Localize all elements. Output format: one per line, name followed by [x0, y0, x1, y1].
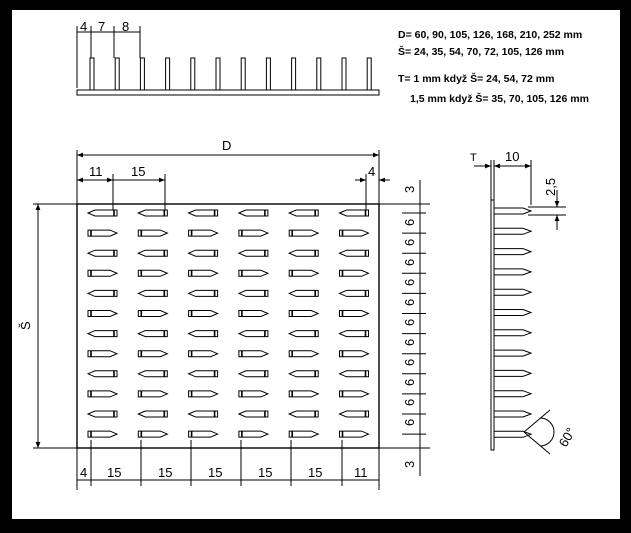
- top-view-teeth: [90, 58, 371, 90]
- nail-tooth: [138, 331, 167, 337]
- nail-tooth: [88, 250, 117, 256]
- nail-tooth: [189, 290, 218, 296]
- top-view-tooth: [115, 58, 119, 90]
- bottom-dim-4: 4: [80, 465, 88, 480]
- nail-tooth: [289, 290, 318, 296]
- nail-tooth: [138, 270, 167, 276]
- top-dim-8: 8: [122, 19, 130, 34]
- right-dim-6: 6: [402, 418, 417, 426]
- right-dim-6: 6: [402, 378, 417, 386]
- nail-tooth: [189, 351, 218, 357]
- nail-tooth: [289, 230, 318, 236]
- nail-tooth: [239, 230, 268, 236]
- nail-tooth: [189, 371, 218, 377]
- label-s: Š: [18, 321, 33, 330]
- top-dim-7: 7: [98, 19, 106, 34]
- nail-tooth: [189, 311, 218, 317]
- nail-tooth: [289, 331, 318, 337]
- nail-tooth: [88, 371, 117, 377]
- right-dim-6: 6: [402, 218, 417, 226]
- nail-tooth: [239, 351, 268, 357]
- nail-tooth: [189, 250, 218, 256]
- top-view-tooth: [317, 58, 321, 90]
- side-view-tooth: [494, 249, 531, 255]
- nail-tooth: [189, 411, 218, 417]
- note-d-values: D= 60, 90, 105, 126, 168, 210, 252 mm: [398, 29, 583, 41]
- nail-tooth: [340, 331, 369, 337]
- right-dim-6: 6: [402, 298, 417, 306]
- right-dim-6: 6: [402, 258, 417, 266]
- top-view-tooth: [241, 58, 245, 90]
- nail-tooth: [340, 351, 369, 357]
- bottom-dim-15-c: 15: [208, 465, 223, 480]
- nail-tooth: [239, 431, 268, 437]
- top-view-tooth: [292, 58, 296, 90]
- nail-tooth: [340, 250, 369, 256]
- nail-tooth: [239, 311, 268, 317]
- right-dim-6: 6: [402, 238, 417, 246]
- side-view-tooth: [494, 330, 531, 336]
- top-view-tooth: [367, 58, 371, 90]
- bottom-dim-15-d: 15: [258, 465, 273, 480]
- nail-tooth: [340, 290, 369, 296]
- nail-tooth: [138, 250, 167, 256]
- nail-tooth: [289, 210, 318, 216]
- nail-tooth: [340, 371, 369, 377]
- nail-tooth: [289, 371, 318, 377]
- right-dim-labels: [402, 186, 417, 468]
- side-view-tooth: [494, 411, 531, 417]
- nail-tooth: [138, 391, 167, 397]
- nail-tooth: [340, 230, 369, 236]
- nail-tooth: [340, 270, 369, 276]
- nail-tooth: [189, 431, 218, 437]
- right-dim-6: 6: [402, 358, 417, 366]
- nail-tooth: [138, 290, 167, 296]
- top-view-tooth: [342, 58, 346, 90]
- bottom-dim-11: 11: [354, 465, 368, 480]
- nail-tooth: [239, 411, 268, 417]
- side-dim-10: 10: [505, 149, 520, 164]
- top-view-tooth: [140, 58, 144, 90]
- nail-tooth: [88, 351, 117, 357]
- note-t-1mm: T= 1 mm když Š= 24, 54, 72 mm: [398, 73, 555, 85]
- nail-tooth: [138, 411, 167, 417]
- side-view-tooth: [494, 269, 531, 275]
- nail-tooth: [340, 311, 369, 317]
- nail-tooth: [239, 331, 268, 337]
- nail-tooth: [88, 290, 117, 296]
- right-dim-6: 6: [402, 318, 417, 326]
- right-dim-3-bottom: 3: [402, 460, 417, 468]
- nail-tooth: [340, 431, 369, 437]
- side-view-tooth: [494, 391, 531, 397]
- nail-tooth: [289, 270, 318, 276]
- nail-tooth: [239, 290, 268, 296]
- side-dim-2-5: 2,5: [543, 177, 558, 196]
- top-view-tooth: [216, 58, 220, 90]
- top-dim-4-right: 4: [368, 164, 376, 179]
- side-view-tooth: [494, 289, 531, 295]
- nail-tooth: [138, 431, 167, 437]
- nail-tooth: [138, 351, 167, 357]
- top-view-tooth: [191, 58, 195, 90]
- side-view-tooth: [494, 208, 531, 214]
- nail-tooth: [289, 411, 318, 417]
- bottom-dim-labels: [80, 465, 368, 480]
- label-d: D: [222, 138, 232, 153]
- bottom-dim-15-b: 15: [158, 465, 173, 480]
- nail-tooth: [289, 311, 318, 317]
- nail-tooth: [88, 431, 117, 437]
- nail-tooth: [189, 391, 218, 397]
- nail-tooth: [289, 250, 318, 256]
- nail-tooth: [138, 371, 167, 377]
- nail-tooth: [138, 210, 167, 216]
- note-t-1-5mm: 1,5 mm když Š= 35, 70, 105, 126 mm: [410, 93, 589, 105]
- top-view-profile: [77, 26, 379, 95]
- nail-tooth: [239, 210, 268, 216]
- top-dim-15: 15: [131, 164, 146, 179]
- top-view-tooth: [266, 58, 270, 90]
- nail-tooth: [189, 270, 218, 276]
- nail-tooth: [239, 270, 268, 276]
- nail-tooth: [289, 351, 318, 357]
- nail-tooth: [340, 210, 369, 216]
- nail-tooth: [138, 230, 167, 236]
- nail-teeth-grid: [88, 210, 369, 437]
- nail-tooth: [289, 391, 318, 397]
- nail-tooth: [88, 311, 117, 317]
- nail-tooth: [239, 250, 268, 256]
- top-view-tooth: [166, 58, 170, 90]
- side-angle-60: 60°: [555, 424, 579, 450]
- side-view-tooth: [494, 370, 531, 376]
- nail-tooth: [239, 391, 268, 397]
- nail-tooth: [88, 391, 117, 397]
- top-dim-11: 11: [89, 164, 103, 179]
- nail-tooth: [189, 331, 218, 337]
- top-dim-4: 4: [80, 19, 88, 34]
- side-view-tooth: [494, 228, 531, 234]
- nail-tooth: [138, 311, 167, 317]
- right-dim-6: 6: [402, 338, 417, 346]
- side-view-tooth: [494, 431, 531, 437]
- nail-tooth: [189, 210, 218, 216]
- right-dim-3-top: 3: [402, 185, 417, 193]
- nail-tooth: [340, 411, 369, 417]
- right-dim-6: 6: [402, 278, 417, 286]
- nail-tooth: [340, 391, 369, 397]
- bottom-dim-15-a: 15: [107, 465, 122, 480]
- nail-tooth: [189, 230, 218, 236]
- side-view-tooth: [494, 350, 531, 356]
- front-view: [33, 150, 430, 490]
- nail-tooth: [239, 371, 268, 377]
- nail-tooth: [88, 230, 117, 236]
- nail-tooth: [88, 331, 117, 337]
- right-dim-6: 6: [402, 398, 417, 406]
- nail-tooth: [289, 431, 318, 437]
- side-view-tooth: [494, 310, 531, 316]
- nail-tooth: [88, 270, 117, 276]
- side-view: [474, 160, 566, 454]
- side-view-teeth: [494, 208, 531, 437]
- bottom-dim-15-e: 15: [308, 465, 323, 480]
- label-t: T: [470, 152, 477, 164]
- top-view-tooth: [90, 58, 94, 90]
- nail-tooth: [88, 411, 117, 417]
- nail-tooth: [88, 210, 117, 216]
- note-s-values: Š= 24, 35, 54, 70, 72, 105, 126 mm: [398, 46, 565, 58]
